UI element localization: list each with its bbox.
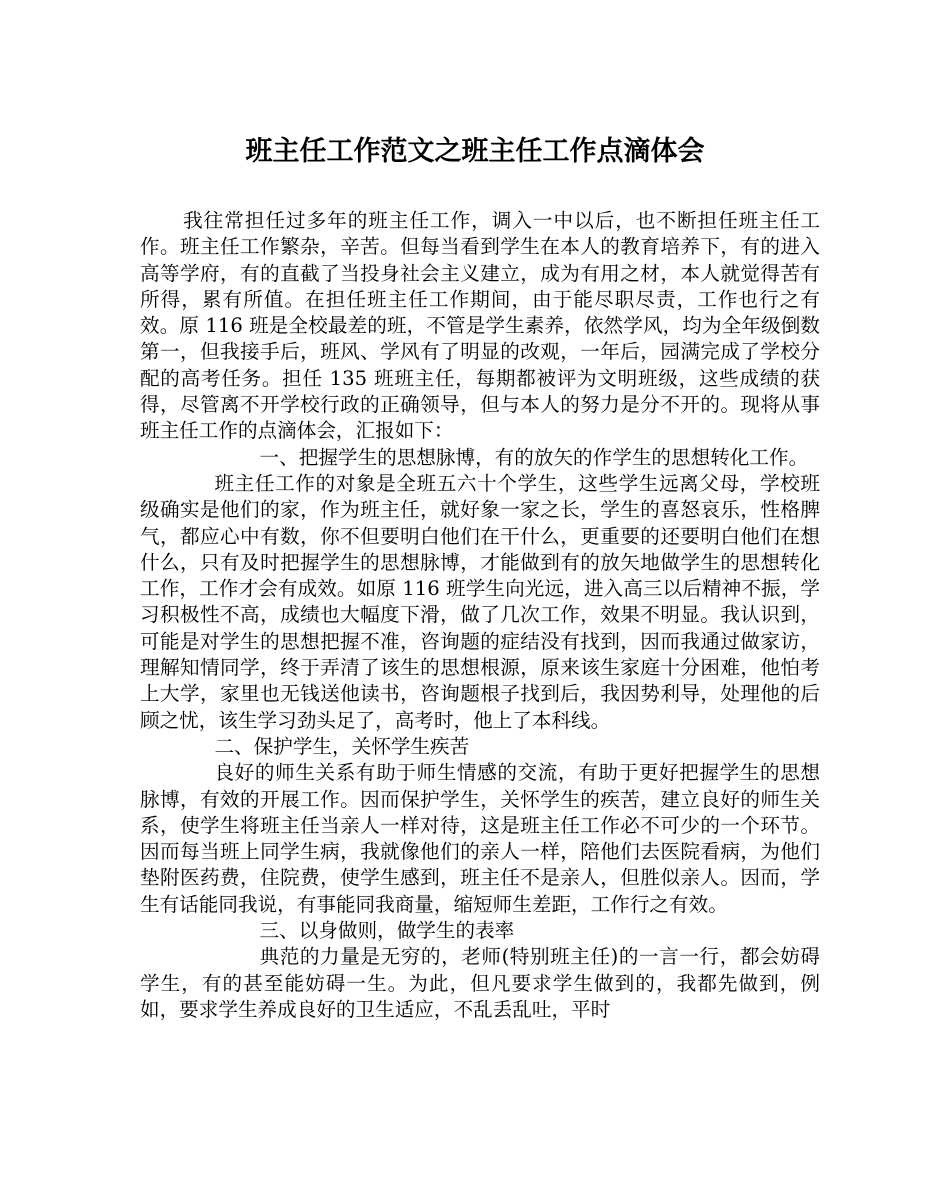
- document-title: 班主任工作范文之班主任工作点滴体会: [245, 136, 705, 167]
- document-body: [140, 208, 820, 1023]
- paragraph-section-1: 班主任工作的对象是全班五六十个学生，这些学生远离父母，学校班级确实是他们的家，作为班主任，就好象一家之长，学生的喜怒哀乐，性格脾气，都应心中有数，你不但要明白他们在干什么，更重要的还要明白他们在想什么，只有及时把握学生的思想脉博，才能做到有的放矢地做学生的思想转化工作，工作才会有成效。如原 116 班学生向光远，进入高三以后精神不振，学习积极性不高，成绩也大幅度下滑，做了几次工作，效果不明显。我认识到，可能是对学生的思想把握不准，咨询题的症结没有找到，因而我通过做家访，理解知情同学，终于弄清了该生的思想根源，原来该生家庭十分困难，他怕考上大学，家里也无钱送他读书，咨询题根子找到后，我因势利导，处理他的后顾之忧，该生学习劲头足了，高考时，他上了本科线。: [140, 471, 820, 732]
- paragraph-section-3: 典范的力量是无穷的，老师(特别班主任)的一言一行，都会妨碍学生，有的甚至能妨碍一生。为此，但凡要求学生做到的，我都先做到，例如，要求学生养成良好的卫生适应，不乱丢乱吐，平时: [140, 945, 820, 1021]
- paragraph-intro: 我往常担任过多年的班主任工作，调入一中以后，也不断担任班主任工作。班主任工作繁杂，辛苦。但每当看到学生在本人的教育培养下，有的进入高等学府，有的直截了当投身社会主义建立，成为有用之材，本人就觉得苦有所得，累有所值。在担任班主任工作期间，由于能尽职尽责，工作也行之有效。原 116 班是全校最差的班，不管是学生素养，依然学风，均为全年级倒数第一，但我接手后，班风、学风有了明显的改观，一年后，园满完成了学校分配的高考任务。担任 135 班班主任，每期都被评为文明班级，这些成绩的获得，尽管离不开学校行政的正确领导，但与本人的努力是分不开的。现将从事班主任工作的点滴体会，汇报如下：: [140, 209, 820, 443]
- paragraph-section-2: 良好的师生关系有助于师生情感的交流，有助于更好把握学生的思想脉博，有效的开展工作。因而保护学生，关怀学生的疾苦，建立良好的师生关系，使学生将班主任当亲人一样对待，这是班主任工作必不可少的一个环节。因而每当班上同学生病，我就像他们的亲人一样，陪他们去医院看病，为他们垫附医药费，住院费，使学生感到，班主任不是亲人，但胜似亲人。因而，学生有话能同我说，有事能同我商量，缩短师生差距，工作行之有效。: [140, 761, 820, 916]
- section-heading-3: 三、以身做则，做学生的表率: [259, 919, 515, 943]
- section-heading-2: 二、保护学生，关怀学生疾苦: [214, 734, 470, 758]
- section-heading-1: 一、把握学生的思想脉博，有的放矢的作学生的思想转化工作。: [259, 445, 809, 469]
